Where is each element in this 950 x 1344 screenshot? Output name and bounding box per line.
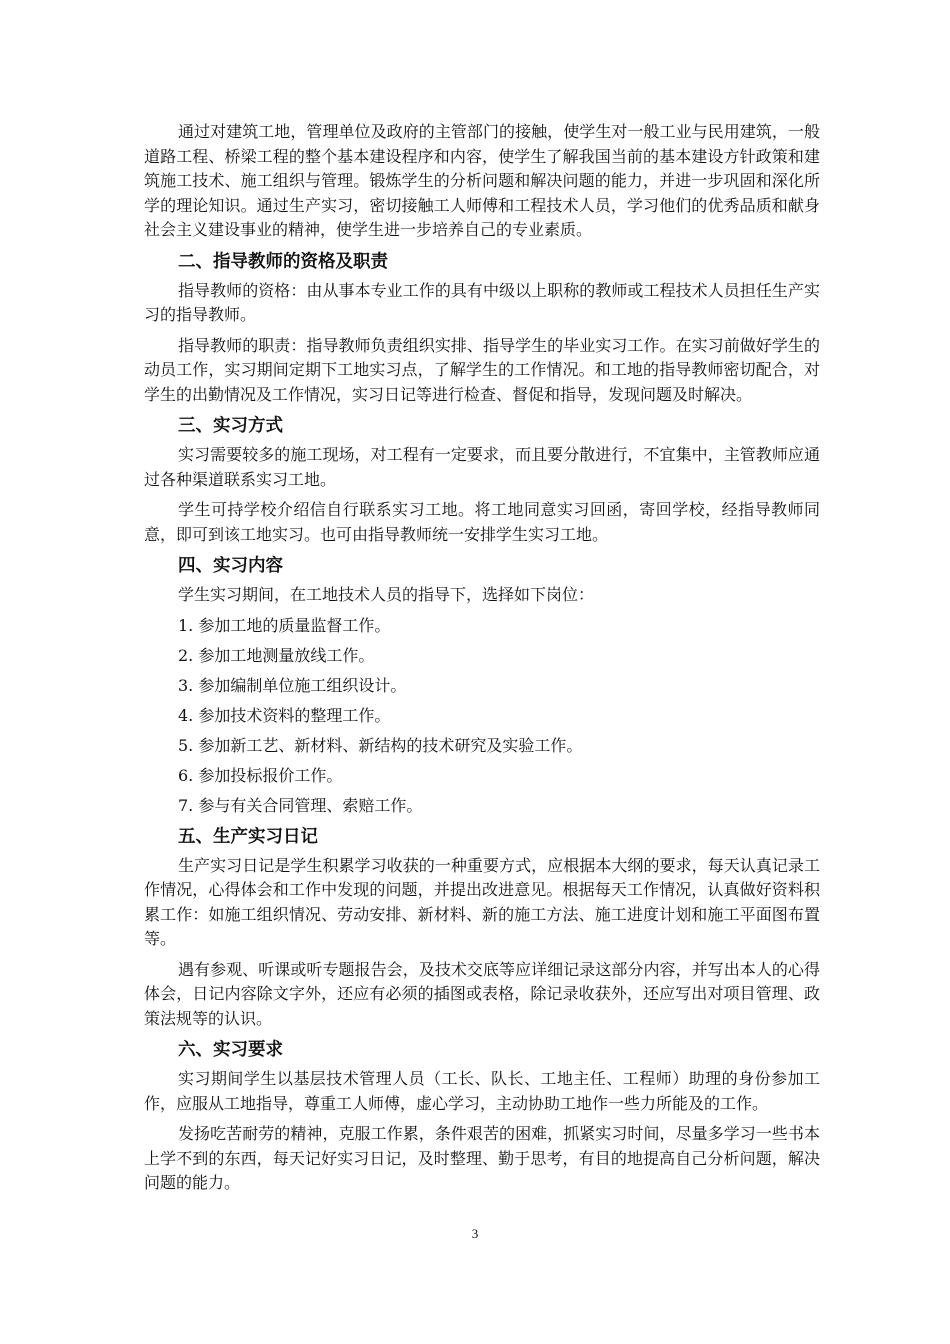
section-heading-diary: 五、生产实习日记 (178, 826, 318, 847)
paragraph-diary-1: 生产实习日记是学生积累学习收获的一种重要方式，应根据本大纲的要求，每天认真记录工作情况，心得体会和工作中发现的问题，并提出改进意见。根据每天工作情况，认真做好资料积累工作：如施工组织情况、劳动安排、新材料、新的施工方法、施工进度计划和施工平面图布置等。 (144, 855, 820, 948)
page-number: 3 (471, 1226, 479, 1241)
paragraph-content-intro: 学生实习期间，在工地技术人员的指导下，选择如下岗位： (178, 585, 595, 604)
paragraph-method-1: 实习需要较多的施工现场，对工程有一定要求，而且要分散进行，不宜集中，主管教师应通过各种渠道联系实习工地。 (144, 445, 820, 489)
paragraph-diary-2: 遇有参观、听课或听专题报告会，及技术交底等应详细记录这部分内容，并写出本人的心得体会，日记内容除文字外，还应有必须的插图或表格，除记录收获外，还应写出对项目管理、政策法规等的认识。 (144, 959, 820, 1028)
section-heading-method: 三、实习方式 (178, 416, 283, 436)
list-item: 7. 参与有关合同管理、索赔工作。 (178, 795, 423, 815)
list-item: 2. 参加工地测量放线工作。 (178, 645, 375, 665)
section-heading-supervisor: 二、指导教师的资格及职责 (178, 251, 388, 272)
list-item: 3. 参加编制单位施工组织设计。 (178, 675, 407, 695)
section-heading-content: 四、实习内容 (178, 556, 283, 576)
list-item: 6. 参加投标报价工作。 (178, 765, 343, 785)
paragraph-requirements-1: 实习期间学生以基层技术管理人员（工长、队长、工地主任、工程师）助理的身份参加工作，应服从工地指导，尊重工人师傅，虚心学习，主动协助工地作一些力所能及的工作。 (144, 1069, 820, 1113)
paragraph-requirements-2: 发扬吃苦耐劳的精神，克服工作累，条件艰苦的困难，抓紧实习时间，尽量多学习一些书本上学不到的东西，每天记好实习日记，及时整理、勤于思考，有目的地提高自己分析问题，解决问题的能力。 (144, 1124, 820, 1192)
paragraph-supervisor-duties: 指导教师的职责：指导教师负责组织实排、指导学生的毕业实习工作。在实习前做好学生的动员工作，实习期间定期下工地实习点，了解学生的工作情况。和工地的指导教师密切配合，对学生的出勤情况及工作情况，实习日记等进行检查、督促和指导，发现问题及时解决。 (144, 335, 820, 404)
paragraph-method-2: 学生可持学校介绍信自行联系实习工地。将工地同意实习回函，寄回学校，经指导教师同意，即可到该工地实习。也可由指导教师统一安排学生实习工地。 (144, 500, 820, 544)
intro-paragraph: 通过对建筑工地，管理单位及政府的主管部门的接触，使学生对一般工业与民用建筑，一般道路工程、桥梁工程的整个基本建设程序和内容，使学生了解我国当前的基本建设方针政策和建筑施工技术、施工组织与管理。锻炼学生的分析问题和解决问题的能力，并进一步巩固和深化所学的理论知识。通过生产实习，密切接触工人师傅和工程技术人员，学习他们的优秀品质和献身社会主义建设事业的精神，使学生进一步培养自己的专业素质。 (144, 122, 820, 239)
page-content (144, 120, 820, 1202)
list-item: 1. 参加工地的质量监督工作。 (178, 615, 391, 635)
section-heading-requirements: 六、实习要求 (178, 1040, 283, 1060)
list-item: 5. 参加新工艺、新材料、新结构的技术研究及实验工作。 (178, 735, 583, 755)
paragraph-supervisor-qualification: 指导教师的资格：由从事本专业工作的具有中级以上职称的教师或工程技术人员担任生产实习的指导教师。 (144, 280, 820, 324)
list-item: 4. 参加技术资料的整理工作。 (178, 705, 391, 725)
